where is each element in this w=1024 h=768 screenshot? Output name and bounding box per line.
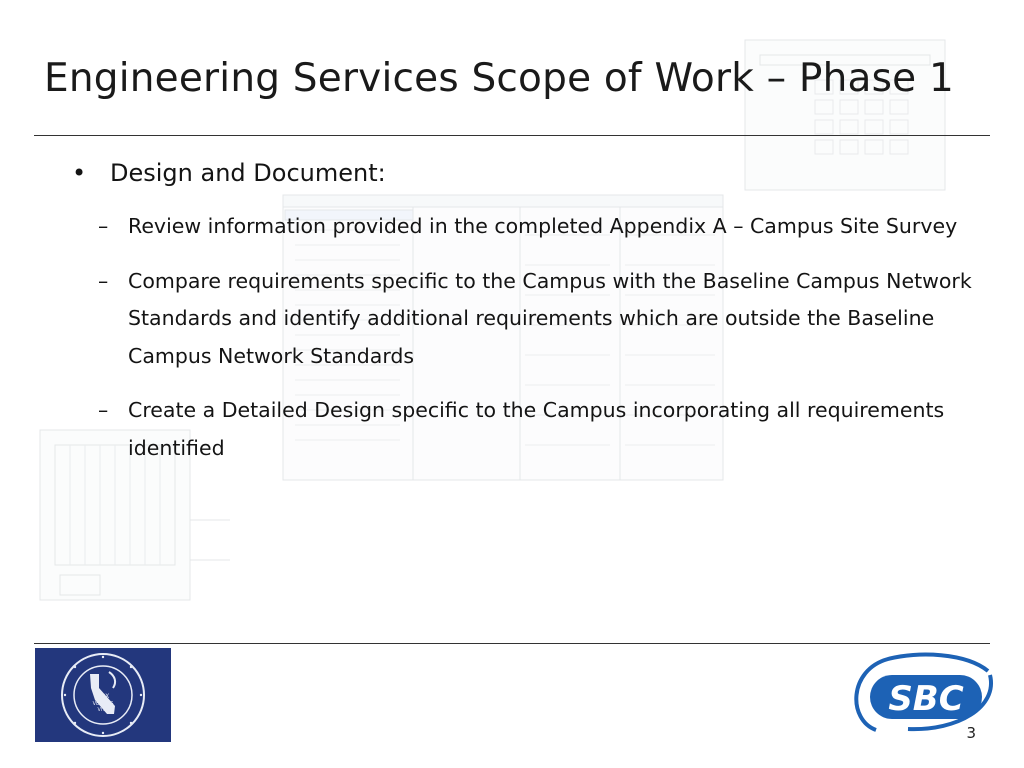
slide-content: [72, 157, 982, 484]
sub-bullet-text: Compare requirements specific to the Campus with the Baseline Campus Network Standards and identify additional requirements which are outside the Baseline Campus Network Standards: [128, 268, 972, 368]
svg-text:SBC: SBC: [888, 679, 964, 719]
csu-seal-logo: [35, 648, 171, 742]
svg-text:VITA: VITA: [97, 707, 109, 713]
sub-bullet-text: Review information provided in the completed Appendix A – Campus Site Survey: [128, 214, 958, 238]
svg-text:VERITAS: VERITAS: [92, 701, 114, 707]
footer-divider: [34, 643, 990, 644]
sub-bullet-item: [98, 263, 982, 376]
bullet-marker: •: [72, 159, 87, 187]
sub-bullet-text: Create a Detailed Design specific to the Campus incorporating all requirements identified: [128, 398, 945, 460]
sub-bullet-item: [98, 392, 982, 467]
slide-title: Engineering Services Scope of Work – Phase 1: [44, 56, 954, 101]
bullet-text: Design and Document:: [110, 159, 386, 187]
page-number: 3: [966, 724, 976, 742]
bullet-item: [72, 157, 982, 190]
csu-seal-icon: [35, 648, 171, 742]
sub-bullet-item: [98, 208, 982, 246]
svg-text:VOX: VOX: [96, 693, 110, 700]
sub-bullet-marker: –: [98, 214, 109, 238]
sub-bullet-marker: –: [98, 268, 109, 293]
sub-bullet-marker: –: [98, 398, 109, 422]
title-divider: [34, 135, 990, 136]
